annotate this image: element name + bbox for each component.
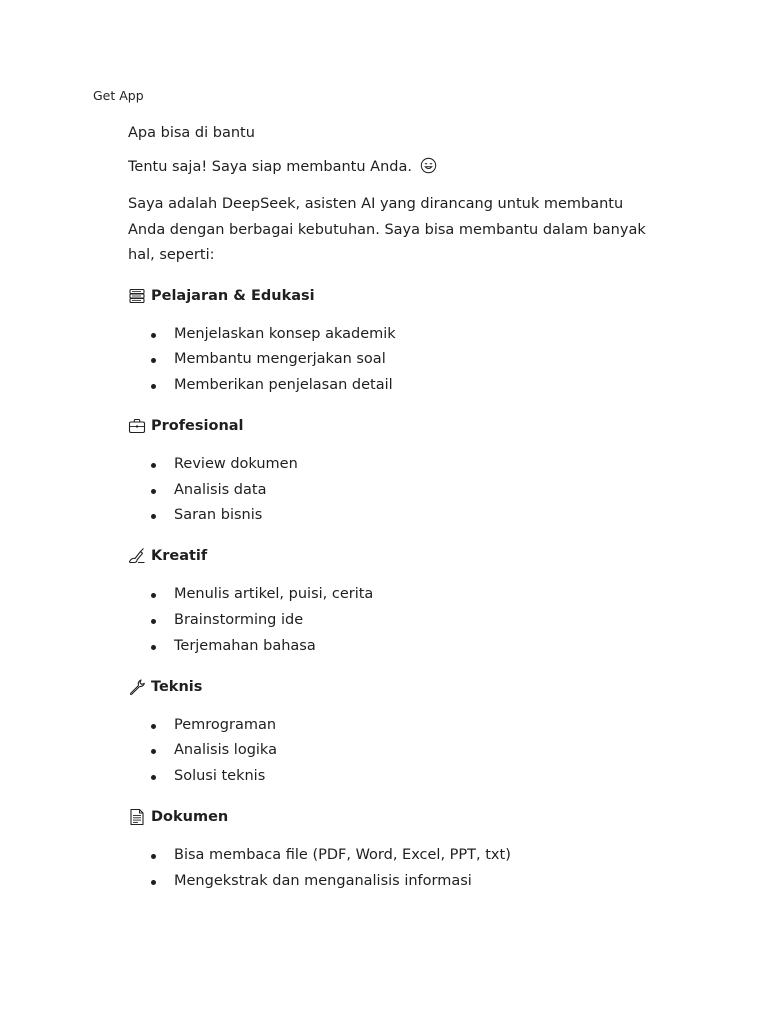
bullet [151, 489, 156, 494]
briefcase-icon [128, 417, 146, 435]
bullet [151, 724, 156, 729]
list-item-text: Terjemahan bahasa [174, 637, 316, 654]
list-item [128, 608, 648, 634]
smiling-face-icon [420, 157, 437, 174]
section-list-profesional [128, 452, 648, 529]
list-item [128, 503, 648, 529]
list-item [128, 869, 648, 895]
reply-text: Tentu saja! Saya siap membantu Anda. [128, 159, 412, 175]
section-title: Teknis [151, 678, 203, 695]
books-icon [128, 287, 146, 305]
list-item-text: Brainstorming ide [174, 612, 304, 629]
section-list-teknis [128, 713, 648, 790]
bullet [151, 593, 156, 598]
list-item [128, 322, 648, 348]
section-title: Dokumen [151, 809, 229, 826]
wrench-icon [128, 678, 146, 696]
list-item [128, 373, 648, 399]
section-heading-profesional [128, 413, 648, 439]
get-app-link[interactable]: Get App [93, 88, 144, 103]
list-item [128, 582, 648, 608]
list-item [128, 634, 648, 660]
section-heading-kreatif [128, 543, 648, 569]
list-item-text: Solusi teknis [174, 768, 266, 785]
section-title: Profesional [151, 417, 244, 434]
section-list-pelajaran [128, 322, 648, 399]
list-item [128, 713, 648, 739]
section-list-dokumen [128, 843, 648, 895]
chat-content [128, 120, 648, 909]
list-item [128, 843, 648, 869]
list-item-text: Analisis logika [174, 742, 277, 759]
list-item [128, 478, 648, 504]
section-heading-teknis [128, 674, 648, 700]
document-icon [128, 808, 146, 826]
bullet [151, 333, 156, 338]
bullet [151, 384, 156, 389]
bullet [151, 880, 156, 885]
list-item [128, 452, 648, 478]
list-item [128, 738, 648, 764]
list-item-text: Review dokumen [174, 455, 298, 472]
list-item-text: Analisis data [174, 481, 267, 498]
assistant-intro: Saya adalah DeepSeek, asisten AI yang dirancang untuk membantu Anda dengan berbagai kebutuhan. Saya bisa membantu dalam banyak hal, seperti: [128, 196, 646, 263]
bullet [151, 358, 156, 363]
list-item [128, 347, 648, 373]
writing-hand-icon [128, 547, 146, 565]
list-item-text: Mengekstrak dan menganalisis informasi [174, 872, 472, 889]
list-item [128, 764, 648, 790]
list-item-text: Saran bisnis [174, 507, 263, 524]
bullet [151, 645, 156, 650]
bullet [151, 514, 156, 519]
list-item-text: Memberikan penjelasan detail [174, 377, 393, 394]
list-item-text: Bisa membaca file (PDF, Word, Excel, PPT, txt) [174, 847, 511, 864]
list-item-text: Membantu mengerjakan soal [174, 351, 386, 368]
section-title: Pelajaran & Edukasi [151, 287, 315, 304]
section-title: Kreatif [151, 548, 208, 565]
user-message: Apa bisa di bantu [128, 125, 255, 141]
section-heading-pelajaran [128, 283, 648, 309]
bullet [151, 775, 156, 780]
list-item-text: Pemrograman [174, 716, 277, 733]
bullet [151, 463, 156, 468]
list-item-text: Menulis artikel, puisi, cerita [174, 586, 374, 603]
assistant-reply-line [128, 154, 648, 180]
list-item-text: Menjelaskan konsep akademik [174, 325, 396, 342]
bullet [151, 854, 156, 859]
section-heading-dokumen [128, 804, 648, 830]
bullet [151, 619, 156, 624]
section-list-kreatif [128, 582, 648, 659]
bullet [151, 749, 156, 754]
